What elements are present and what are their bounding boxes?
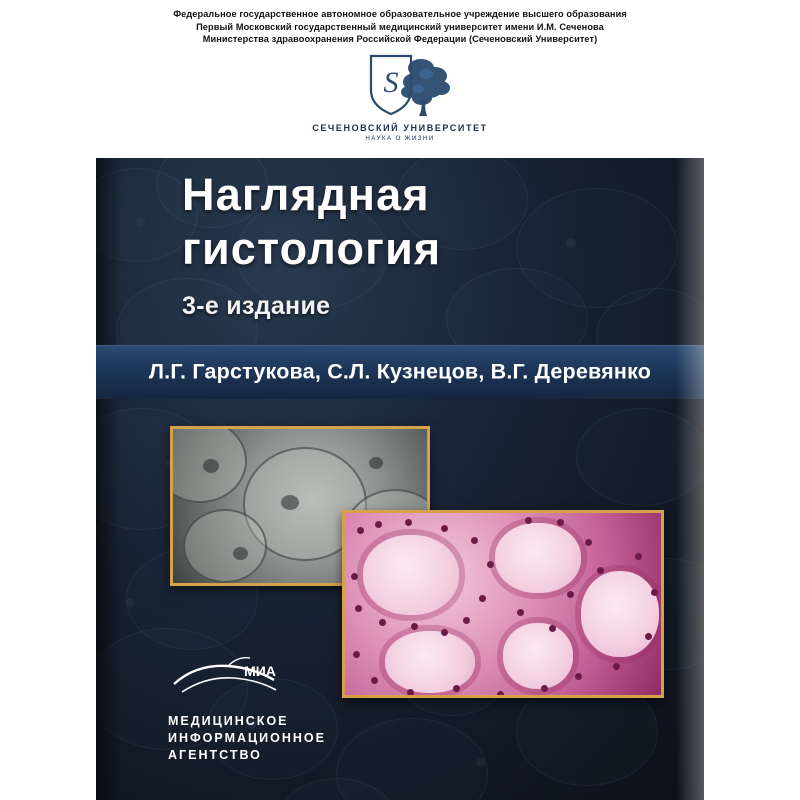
institution-line-3: Министерства здравоохранения Российской Федерации (Сеченовский Университет) xyxy=(202,34,598,44)
spine-shadow xyxy=(96,158,122,800)
mia-publisher-logo-icon xyxy=(168,650,288,704)
logo-subcaption: НАУКА О ЖИЗНИ xyxy=(365,134,435,142)
cover-header xyxy=(96,0,704,158)
book-title-line-2: гистология xyxy=(182,223,442,274)
publisher-name-line-2: ИНФОРМАЦИОННОЕ xyxy=(168,731,326,745)
institution-line-2: Первый Московский государственный медицинский университет имени И.М. Сеченова xyxy=(196,21,604,32)
edge-shadow xyxy=(686,158,704,800)
authors-list: Л.Г. Гарстукова, С.Л. Кузнецов, В.Г. Деревянко xyxy=(148,359,652,384)
svg-text:МИА: МИА xyxy=(244,663,276,679)
sechenov-logo xyxy=(96,52,704,142)
logo-caption: СЕЧЕНОВСКИЙ УНИВЕРСИТЕТ xyxy=(312,122,488,133)
institution-line-1: Федеральное государственное автономное образовательное учреждение высшего образования xyxy=(173,9,627,19)
page-margin-left xyxy=(0,0,96,800)
authors-bar xyxy=(96,345,704,399)
publisher-block xyxy=(168,650,428,764)
publisher-name xyxy=(168,713,428,764)
cover-body xyxy=(96,158,704,800)
title-block xyxy=(182,168,682,321)
publisher-name-line-3: АГЕНТСТВО xyxy=(168,748,262,762)
sechenov-tree-logo-icon xyxy=(325,52,475,122)
book-title xyxy=(182,168,682,276)
page-margin-right xyxy=(704,0,800,800)
svg-text:S: S xyxy=(383,65,399,99)
publisher-name-line-1: МЕДИЦИНСКОЕ xyxy=(168,714,289,728)
book-title-line-1: Наглядная xyxy=(182,169,430,220)
edition-label: 3-е издание xyxy=(182,292,331,320)
